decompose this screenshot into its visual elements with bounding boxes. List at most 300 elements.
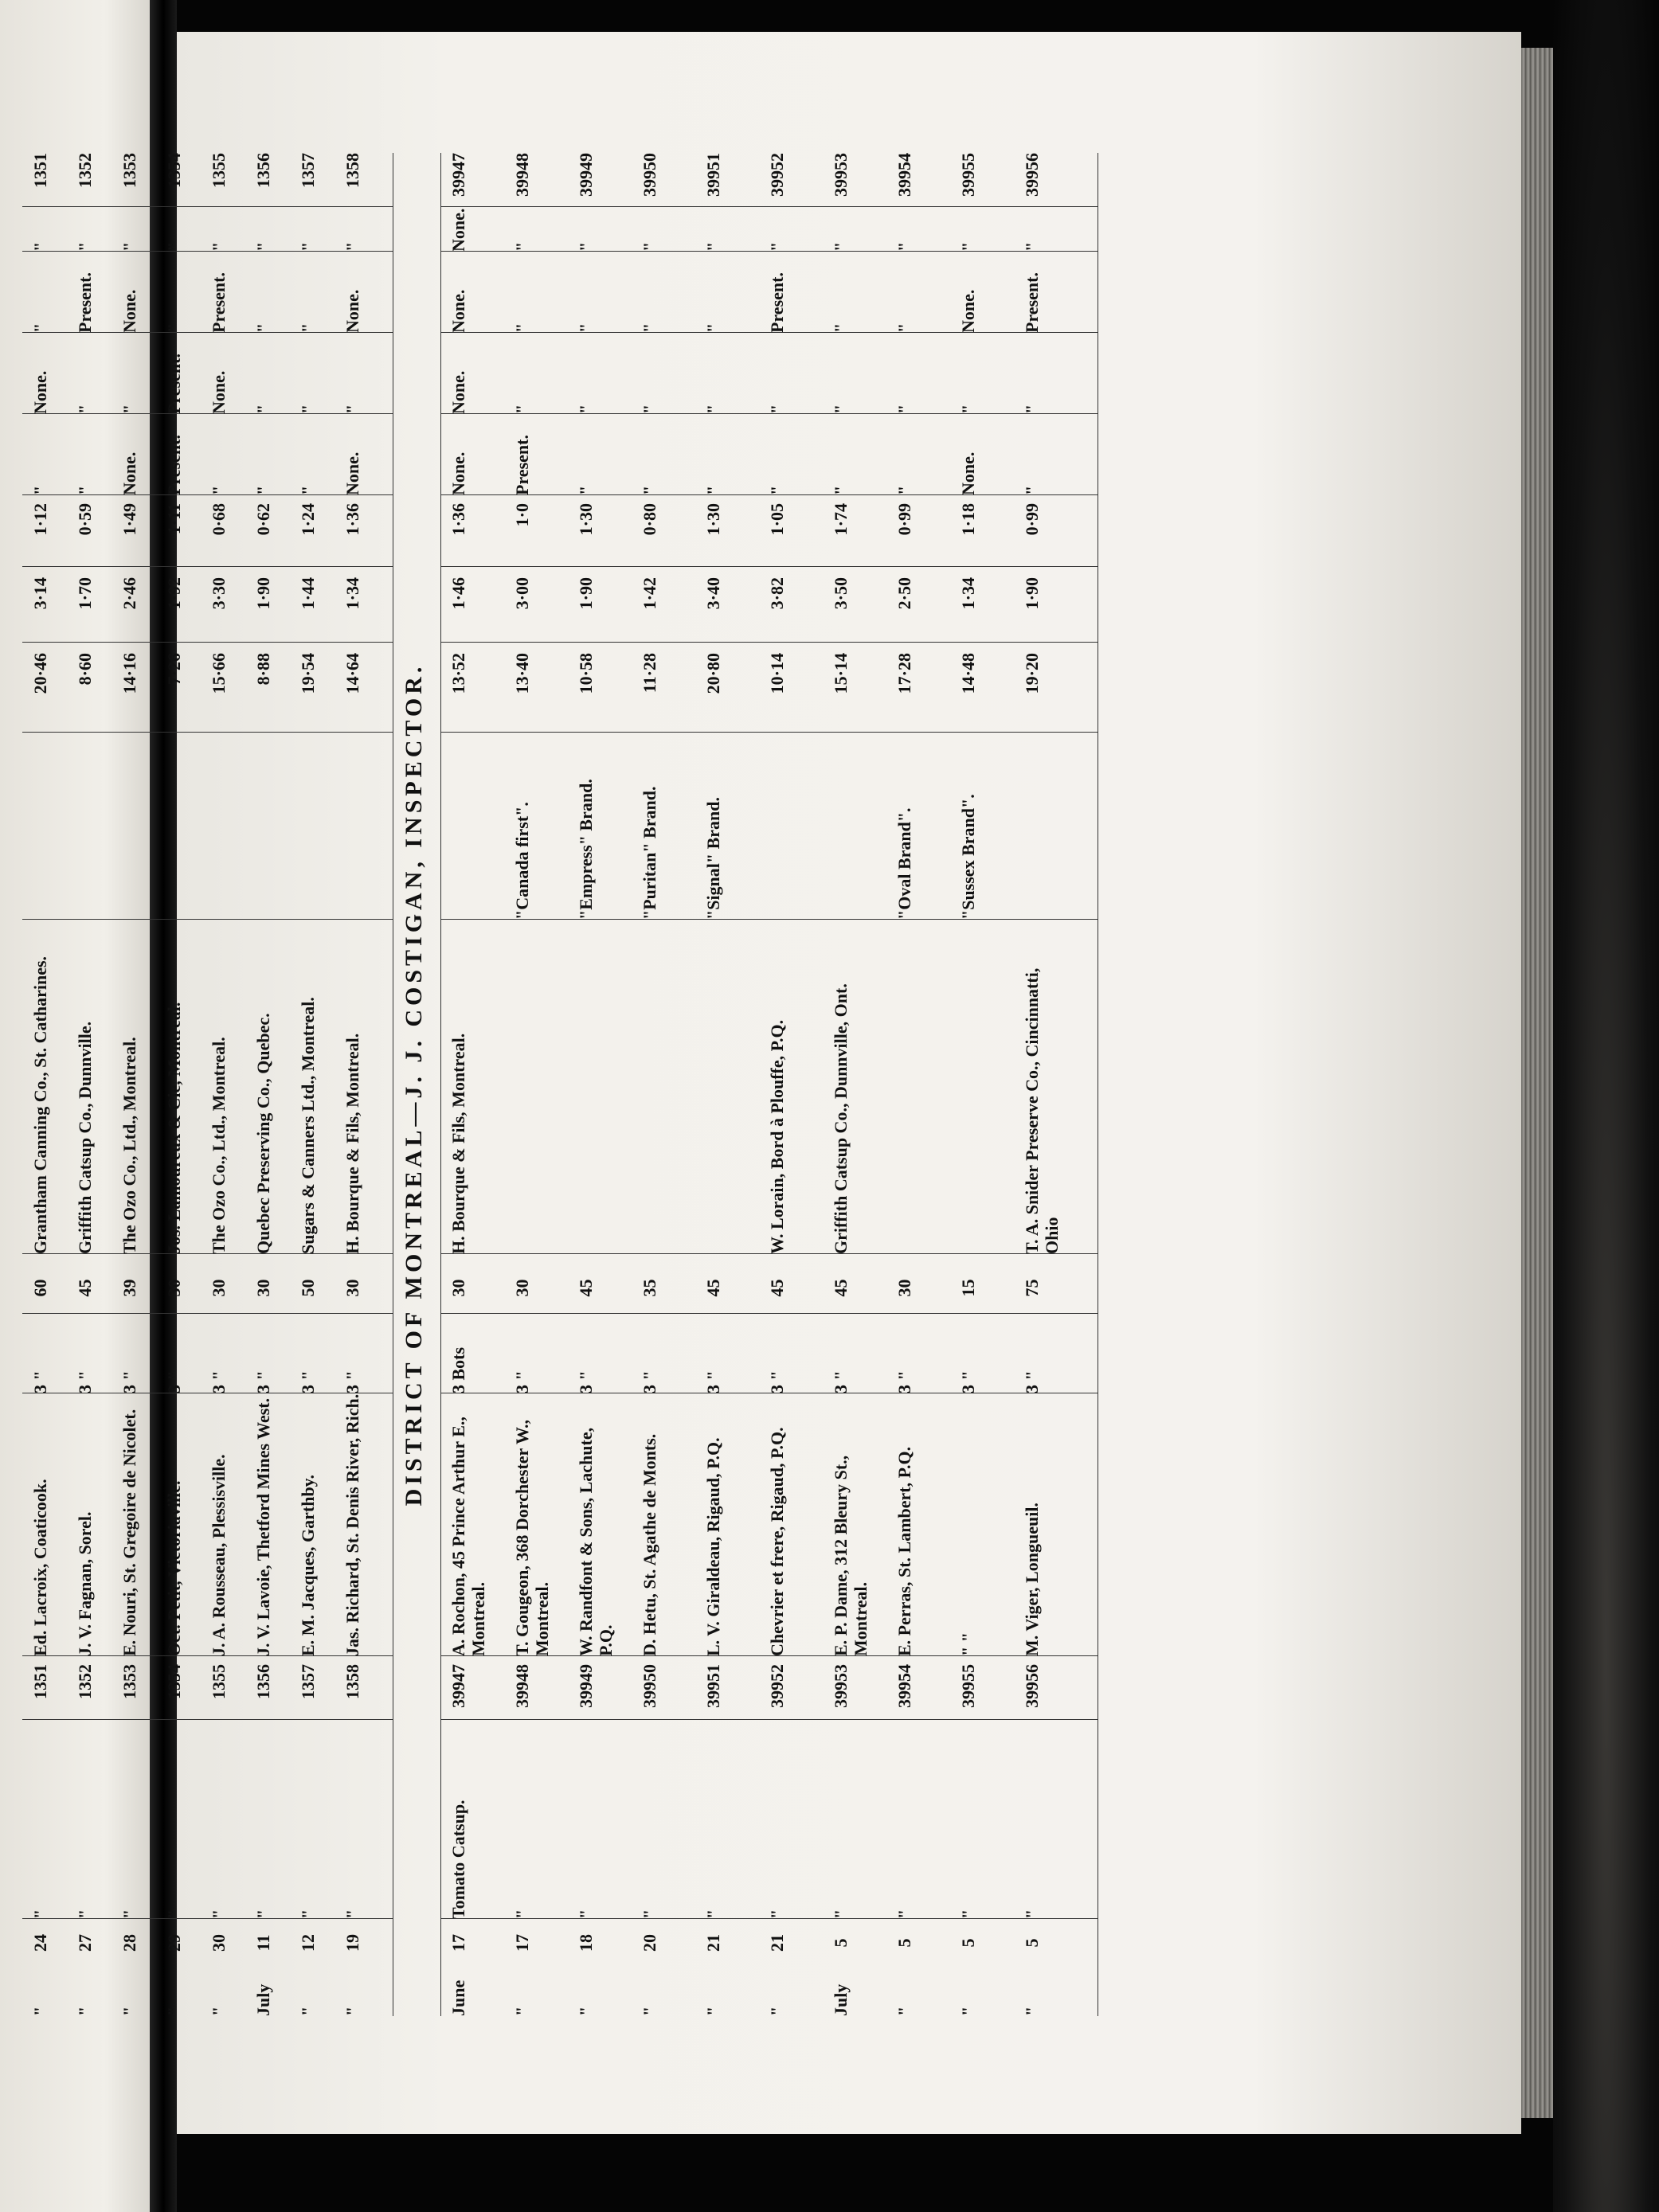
column-rule bbox=[22, 1719, 393, 1720]
ash-cell: 0·62 bbox=[253, 503, 273, 536]
test4-cell: " bbox=[1022, 241, 1042, 252]
test3-cell: None. bbox=[342, 289, 362, 333]
test4-cell: " bbox=[640, 241, 659, 252]
sample-number-cell: 1356 bbox=[253, 1664, 273, 1699]
brand-cell: "Sussex Brand". bbox=[958, 794, 978, 920]
reference-number-cell: 1352 bbox=[75, 153, 95, 188]
test4-cell: " bbox=[767, 241, 787, 252]
test4-cell: " bbox=[209, 241, 229, 252]
total-solids-cell: 13·40 bbox=[512, 653, 532, 694]
month-cell: " bbox=[164, 2006, 184, 2016]
article-cell: " bbox=[30, 1909, 50, 1919]
manufacturer-cell: Grantham Canning Co., St. Catharines. bbox=[30, 956, 50, 1254]
test2-cell: None. bbox=[448, 370, 468, 414]
price-cell: 60 bbox=[30, 1279, 50, 1297]
column-rule bbox=[440, 1719, 1098, 1720]
column-rule bbox=[22, 1313, 393, 1314]
column-rule bbox=[22, 494, 393, 495]
month-cell: " bbox=[75, 2006, 95, 2016]
reference-number-cell: 39956 bbox=[1022, 153, 1042, 197]
column-rule bbox=[22, 413, 393, 414]
test4-cell: " bbox=[30, 241, 50, 252]
insoluble-solids-cell: 1·46 bbox=[448, 577, 468, 610]
manufacturer-cell: Sugars & Canners Ltd., Montreal. bbox=[298, 997, 318, 1254]
column-rule bbox=[440, 642, 1098, 643]
ash-cell: 0·80 bbox=[640, 503, 659, 536]
quantity-cell: 3 " bbox=[1022, 1370, 1042, 1393]
article-cell: " bbox=[894, 1909, 914, 1919]
quantity-cell: 3 " bbox=[342, 1370, 362, 1393]
insoluble-solids-cell: 3·14 bbox=[30, 577, 50, 610]
test4-cell: " bbox=[703, 241, 723, 252]
test2-cell: " bbox=[767, 404, 787, 414]
ash-cell: 0·99 bbox=[894, 503, 914, 536]
test2-cell: " bbox=[894, 404, 914, 414]
sample-number-cell: 39953 bbox=[831, 1664, 851, 1708]
test3-cell: " bbox=[298, 322, 318, 333]
test4-cell: " bbox=[75, 241, 95, 252]
article-cell: " bbox=[958, 1909, 978, 1919]
section-rule bbox=[440, 153, 441, 2016]
brand-cell: "Puritan" Brand. bbox=[640, 786, 659, 920]
price-cell: 39 bbox=[119, 1279, 139, 1297]
vendor-cell: " " bbox=[958, 1632, 978, 1656]
day-cell: 17 bbox=[512, 1934, 532, 1952]
price-cell: 30 bbox=[448, 1279, 468, 1297]
article-cell: " bbox=[119, 1909, 139, 1919]
vendor-cell: J. A. Rousseau, Plessisville. bbox=[209, 1454, 229, 1656]
sample-number-cell: 39955 bbox=[958, 1664, 978, 1708]
day-cell: 5 bbox=[958, 1938, 978, 1948]
month-cell: " bbox=[298, 2006, 318, 2016]
vendor-cell: Oct. Petit, Victoriaville. bbox=[164, 1480, 184, 1656]
test1-cell: " bbox=[576, 485, 596, 495]
sample-number-cell: 39948 bbox=[512, 1664, 532, 1708]
column-rule bbox=[440, 1655, 1098, 1656]
month-cell: " bbox=[209, 2006, 229, 2016]
day-cell: 12 bbox=[298, 1934, 318, 1952]
test2-cell: " bbox=[253, 404, 273, 414]
day-cell: 28 bbox=[119, 1934, 139, 1952]
article-cell: " bbox=[253, 1909, 273, 1919]
ash-cell: 0·99 bbox=[1022, 503, 1042, 536]
total-solids-cell: 14·16 bbox=[119, 653, 139, 694]
insoluble-solids-cell: 2·50 bbox=[894, 577, 914, 610]
quantity-cell: 3 " bbox=[767, 1370, 787, 1393]
month-cell: " bbox=[640, 2006, 659, 2016]
month-cell: " bbox=[576, 2006, 596, 2016]
test1-cell: " bbox=[831, 485, 851, 495]
test3-cell: None. bbox=[448, 289, 468, 333]
test4-cell: " bbox=[512, 241, 532, 252]
article-cell: " bbox=[576, 1909, 596, 1919]
ash-cell: 1·0 bbox=[512, 503, 532, 527]
day-cell: 21 bbox=[767, 1934, 787, 1952]
test2-cell: " bbox=[298, 404, 318, 414]
article-cell: " bbox=[164, 1909, 184, 1919]
ash-cell: 1·74 bbox=[831, 503, 851, 536]
brand-cell: "Signal" Brand. bbox=[703, 796, 723, 920]
test3-cell: Present. bbox=[767, 272, 787, 333]
test4-cell: " bbox=[576, 241, 596, 252]
vendor-cell: A. Rochon, 45 Prince Arthur E., Montreal. bbox=[448, 1417, 488, 1656]
ash-cell: 1·30 bbox=[576, 503, 596, 536]
test2-cell: None. bbox=[209, 370, 229, 414]
insoluble-solids-cell: 3·00 bbox=[512, 577, 532, 610]
reference-number-cell: 39953 bbox=[831, 153, 851, 197]
column-rule bbox=[440, 332, 1098, 333]
sample-number-cell: 39956 bbox=[1022, 1664, 1042, 1708]
test3-cell: Present. bbox=[1022, 272, 1042, 333]
column-rule bbox=[440, 1253, 1098, 1254]
quantity-cell: 3 " bbox=[512, 1370, 532, 1393]
day-cell: 30 bbox=[209, 1934, 229, 1952]
reference-number-cell: 1351 bbox=[30, 153, 50, 188]
test1-cell: Present. bbox=[512, 435, 532, 495]
column-rule bbox=[22, 919, 393, 920]
test1-cell: None. bbox=[958, 451, 978, 495]
price-cell: 15 bbox=[958, 1279, 978, 1297]
test3-cell: " bbox=[164, 322, 184, 333]
quantity-cell: 3 " bbox=[958, 1370, 978, 1393]
article-cell: " bbox=[342, 1909, 362, 1919]
sample-number-cell: 39952 bbox=[767, 1664, 787, 1708]
total-solids-cell: 15·66 bbox=[209, 653, 229, 694]
page-edges bbox=[1521, 48, 1553, 2118]
article-cell: " bbox=[640, 1909, 659, 1919]
ash-cell: 0·68 bbox=[209, 503, 229, 536]
day-cell: 5 bbox=[1022, 1938, 1042, 1948]
sample-number-cell: 39954 bbox=[894, 1664, 914, 1708]
test4-cell: None. bbox=[448, 208, 468, 252]
day-cell: 18 bbox=[576, 1934, 596, 1952]
quantity-cell: 3 " bbox=[703, 1370, 723, 1393]
test3-cell: Present. bbox=[75, 272, 95, 333]
brand-cell: "Canada first". bbox=[512, 802, 532, 920]
test1-cell: " bbox=[1022, 485, 1042, 495]
price-cell: 30 bbox=[894, 1279, 914, 1297]
sample-number-cell: 39949 bbox=[576, 1664, 596, 1708]
quantity-cell: 3 " bbox=[298, 1370, 318, 1393]
column-rule bbox=[22, 566, 393, 567]
test2-cell: " bbox=[342, 404, 362, 414]
total-solids-cell: 15·14 bbox=[831, 653, 851, 694]
ash-cell: 0·59 bbox=[75, 503, 95, 536]
month-cell: " bbox=[767, 2006, 787, 2016]
column-rule bbox=[440, 206, 1098, 207]
test1-cell: " bbox=[767, 485, 787, 495]
test3-cell: " bbox=[703, 322, 723, 333]
vendor-cell: D. Hetu, St. Agathe de Monts. bbox=[640, 1433, 659, 1656]
test2-cell: " bbox=[831, 404, 851, 414]
test3-cell: None. bbox=[119, 289, 139, 333]
insoluble-solids-cell: 3·40 bbox=[703, 577, 723, 610]
test4-cell: " bbox=[958, 241, 978, 252]
vendor-cell: J. V. Fagnan, Sorel. bbox=[75, 1511, 95, 1656]
sample-number-cell: 1358 bbox=[342, 1664, 362, 1699]
day-cell: 19 bbox=[342, 1934, 362, 1952]
insoluble-solids-cell: 1·34 bbox=[342, 577, 362, 610]
sample-number-cell: 39947 bbox=[448, 1664, 468, 1708]
quantity-cell: 3 " bbox=[831, 1370, 851, 1393]
day-cell: 11 bbox=[253, 1934, 273, 1952]
article-cell: " bbox=[767, 1909, 787, 1919]
column-rule bbox=[22, 642, 393, 643]
article-cell: " bbox=[831, 1909, 851, 1919]
total-solids-cell: 14·64 bbox=[342, 653, 362, 694]
manufacturer-cell: Griffith Catsup Co., Dunnville, Ont. bbox=[831, 983, 851, 1254]
column-rule bbox=[22, 1253, 393, 1254]
column-rule bbox=[440, 494, 1098, 495]
day-cell: 5 bbox=[831, 1938, 851, 1948]
manufacturer-cell: H. Bourque & Fils, Montreal. bbox=[448, 1033, 468, 1254]
ash-cell: 1·11 bbox=[164, 503, 184, 535]
test4-cell: " bbox=[253, 241, 273, 252]
total-solids-cell: 8·60 bbox=[75, 653, 95, 686]
column-rule bbox=[22, 332, 393, 333]
test4-cell: " bbox=[342, 241, 362, 252]
price-cell: 45 bbox=[831, 1279, 851, 1297]
test1-cell: None. bbox=[119, 451, 139, 495]
ash-cell: 1·24 bbox=[298, 503, 318, 536]
brand-cell: "Empress" Brand. bbox=[576, 779, 596, 920]
insoluble-solids-cell: 1·92 bbox=[164, 577, 184, 610]
reference-number-cell: 1355 bbox=[209, 153, 229, 188]
test3-cell: " bbox=[30, 322, 50, 333]
column-rule bbox=[22, 1918, 393, 1919]
quantity-cell: 3 " bbox=[253, 1370, 273, 1393]
manufacturer-cell: Griffith Catsup Co., Dunnville. bbox=[75, 1021, 95, 1254]
test1-cell: " bbox=[640, 485, 659, 495]
price-cell: 45 bbox=[767, 1279, 787, 1297]
manufacturer-cell: Quebec Preserving Co., Quebec. bbox=[253, 1013, 273, 1254]
column-rule bbox=[440, 251, 1098, 252]
test2-cell: " bbox=[512, 404, 532, 414]
column-rule bbox=[440, 919, 1098, 920]
brand-cell: "Oval Brand". bbox=[894, 807, 914, 920]
insoluble-solids-cell: 2·46 bbox=[119, 577, 139, 610]
test4-cell: " bbox=[119, 241, 139, 252]
vendor-cell: T. Gougeon, 368 Dorchester W., Montreal. bbox=[512, 1419, 552, 1656]
test2-cell: " bbox=[958, 404, 978, 414]
reference-number-cell: 1357 bbox=[298, 153, 318, 188]
reference-number-cell: 1356 bbox=[253, 153, 273, 188]
total-solids-cell: 19·20 bbox=[1022, 653, 1042, 694]
article-cell: " bbox=[298, 1909, 318, 1919]
vendor-cell: Chevrier et frere, Rigaud, P.Q. bbox=[767, 1427, 787, 1656]
sample-number-cell: 1355 bbox=[209, 1664, 229, 1699]
quantity-cell: 3 " bbox=[209, 1370, 229, 1393]
price-cell: 45 bbox=[576, 1279, 596, 1297]
month-cell: " bbox=[703, 2006, 723, 2016]
test2-cell: " bbox=[703, 404, 723, 414]
day-cell: 21 bbox=[703, 1934, 723, 1952]
day-cell: 29 bbox=[164, 1934, 184, 1952]
total-solids-cell: 13·52 bbox=[448, 653, 468, 694]
test1-cell: " bbox=[894, 485, 914, 495]
test1-cell: " bbox=[298, 485, 318, 495]
quantity-cell: 3 " bbox=[119, 1370, 139, 1393]
test3-cell: " bbox=[253, 322, 273, 333]
quantity-cell: 3 " bbox=[640, 1370, 659, 1393]
test2-cell: Present. bbox=[164, 354, 184, 414]
test4-cell: " bbox=[164, 241, 184, 252]
vendor-cell: E. Perras, St. Lambert, P.Q. bbox=[894, 1446, 914, 1656]
test1-cell: " bbox=[30, 485, 50, 495]
column-rule bbox=[440, 732, 1098, 733]
manufacturer-cell: W. Lorain, Bord à Plouffe, P.Q. bbox=[767, 1019, 787, 1254]
total-solids-cell: 19·54 bbox=[298, 653, 318, 694]
quantity-cell: 3 " bbox=[164, 1370, 184, 1393]
ash-cell: 1·30 bbox=[703, 503, 723, 536]
vendor-cell: E. Nouri, St. Gregoire de Nicolet. bbox=[119, 1409, 139, 1656]
month-cell: " bbox=[30, 2006, 50, 2016]
test4-cell: " bbox=[298, 241, 318, 252]
vendor-cell: Jas. Richard, St. Denis River, Rich. bbox=[342, 1393, 362, 1656]
total-solids-cell: 14·48 bbox=[958, 653, 978, 694]
insoluble-solids-cell: 3·82 bbox=[767, 577, 787, 610]
sample-number-cell: 39951 bbox=[703, 1664, 723, 1708]
ash-cell: 1·36 bbox=[342, 503, 362, 536]
vendor-cell: Ed. Lacroix, Coaticook. bbox=[30, 1479, 50, 1656]
quantity-cell: 3 " bbox=[576, 1370, 596, 1393]
column-rule bbox=[22, 732, 393, 733]
manufacturer-cell: H. Bourque & Fils, Montreal. bbox=[342, 1033, 362, 1254]
sample-number-cell: 1354 bbox=[164, 1664, 184, 1699]
test1-cell: Present. bbox=[164, 435, 184, 495]
test3-cell: " bbox=[894, 322, 914, 333]
sample-number-cell: 39950 bbox=[640, 1664, 659, 1708]
insoluble-solids-cell: 3·30 bbox=[209, 577, 229, 610]
reference-number-cell: 39950 bbox=[640, 153, 659, 197]
month-cell: " bbox=[894, 2006, 914, 2016]
ash-cell: 1·36 bbox=[448, 503, 468, 536]
insoluble-solids-cell: 1·34 bbox=[958, 577, 978, 610]
total-solids-cell: 11·28 bbox=[640, 653, 659, 694]
insoluble-solids-cell: 1·90 bbox=[253, 577, 273, 610]
article-cell: Tomato Catsup. bbox=[448, 1800, 468, 1919]
price-cell: 75 bbox=[1022, 1279, 1042, 1297]
reference-number-cell: 39948 bbox=[512, 153, 532, 197]
manufacturer-cell: The Ozo Co., Ltd., Montreal. bbox=[209, 1037, 229, 1254]
price-cell: 45 bbox=[75, 1279, 95, 1297]
test4-cell: " bbox=[831, 241, 851, 252]
price-cell: 45 bbox=[703, 1279, 723, 1297]
test1-cell: " bbox=[253, 485, 273, 495]
test3-cell: None. bbox=[958, 289, 978, 333]
price-cell: 35 bbox=[640, 1279, 659, 1297]
month-cell: " bbox=[1022, 2006, 1042, 2016]
test2-cell: " bbox=[1022, 404, 1042, 414]
price-cell: 50 bbox=[298, 1279, 318, 1297]
month-cell: July bbox=[831, 1983, 851, 2016]
quantity-cell: 3 " bbox=[30, 1370, 50, 1393]
total-solids-cell: 10·58 bbox=[576, 653, 596, 694]
total-solids-cell: 7·26 bbox=[164, 653, 184, 686]
rotated-table-content bbox=[0, 73, 1161, 2016]
scan-background bbox=[1553, 0, 1659, 2212]
test2-cell: " bbox=[576, 404, 596, 414]
vendor-cell: M. Viger, Longueuil. bbox=[1022, 1503, 1042, 1656]
test2-cell: None. bbox=[30, 370, 50, 414]
column-rule bbox=[22, 206, 393, 207]
day-cell: 17 bbox=[448, 1934, 468, 1952]
column-rule bbox=[440, 566, 1098, 567]
month-cell: " bbox=[958, 2006, 978, 2016]
test3-cell: " bbox=[576, 322, 596, 333]
vendor-cell: L. V. Giraldeau, Rigaud, P.Q. bbox=[703, 1437, 723, 1656]
test2-cell: " bbox=[75, 404, 95, 414]
ash-cell: 1·12 bbox=[30, 503, 50, 536]
insoluble-solids-cell: 1·42 bbox=[640, 577, 659, 610]
total-solids-cell: 8·88 bbox=[253, 653, 273, 686]
column-rule bbox=[440, 413, 1098, 414]
article-cell: " bbox=[703, 1909, 723, 1919]
test3-cell: " bbox=[512, 322, 532, 333]
price-cell: 30 bbox=[512, 1279, 532, 1297]
test4-cell: " bbox=[894, 241, 914, 252]
month-cell: July bbox=[253, 1983, 273, 2016]
article-cell: " bbox=[209, 1909, 229, 1919]
reference-number-cell: 39954 bbox=[894, 153, 914, 197]
reference-number-cell: 1358 bbox=[342, 153, 362, 188]
price-cell: 30 bbox=[342, 1279, 362, 1297]
ash-cell: 1·18 bbox=[958, 503, 978, 536]
test1-cell: None. bbox=[448, 451, 468, 495]
ash-cell: 1·05 bbox=[767, 503, 787, 536]
vendor-cell: J. V. Lavoie, Thetford Mines West. bbox=[253, 1397, 273, 1656]
insoluble-solids-cell: 1·90 bbox=[576, 577, 596, 610]
reference-number-cell: 39947 bbox=[448, 153, 468, 197]
test3-cell: " bbox=[640, 322, 659, 333]
test1-cell: " bbox=[703, 485, 723, 495]
quantity-cell: 3 " bbox=[894, 1370, 914, 1393]
test1-cell: " bbox=[209, 485, 229, 495]
price-cell: 30 bbox=[164, 1279, 184, 1297]
article-cell: " bbox=[512, 1909, 532, 1919]
month-cell: " bbox=[119, 2006, 139, 2016]
column-rule bbox=[440, 1313, 1098, 1314]
test2-cell: " bbox=[119, 404, 139, 414]
month-cell: " bbox=[512, 2006, 532, 2016]
insoluble-solids-cell: 1·44 bbox=[298, 577, 318, 610]
column-rule bbox=[440, 1918, 1098, 1919]
reference-number-cell: 1354 bbox=[164, 153, 184, 188]
month-cell: " bbox=[342, 2006, 362, 2016]
reference-number-cell: 39955 bbox=[958, 153, 978, 197]
column-rule bbox=[22, 1655, 393, 1656]
insoluble-solids-cell: 1·90 bbox=[1022, 577, 1042, 610]
manufacturer-cell: T. A. Snider Preserve Co., Cincinnatti, Ohio bbox=[1022, 967, 1062, 1254]
column-rule bbox=[22, 251, 393, 252]
sample-number-cell: 1353 bbox=[119, 1664, 139, 1699]
quantity-cell: 3 " bbox=[75, 1370, 95, 1393]
quantity-cell: 3 Bots bbox=[448, 1346, 468, 1393]
test3-cell: " bbox=[831, 322, 851, 333]
sample-number-cell: 1357 bbox=[298, 1664, 318, 1699]
manufacturer-cell: The Ozo Co., Ltd., Montreal. bbox=[119, 1037, 139, 1254]
ash-cell: 1·49 bbox=[119, 503, 139, 536]
price-cell: 30 bbox=[209, 1279, 229, 1297]
total-solids-cell: 20·80 bbox=[703, 653, 723, 694]
sample-number-cell: 1351 bbox=[30, 1664, 50, 1699]
article-cell: " bbox=[75, 1909, 95, 1919]
insoluble-solids-cell: 3·50 bbox=[831, 577, 851, 610]
total-solids-cell: 10·14 bbox=[767, 653, 787, 694]
manufacturer-cell: Jos. Lamoureux & Cie, Montreal. bbox=[164, 1002, 184, 1254]
test1-cell: None. bbox=[342, 451, 362, 495]
month-cell: June bbox=[448, 1979, 468, 2016]
